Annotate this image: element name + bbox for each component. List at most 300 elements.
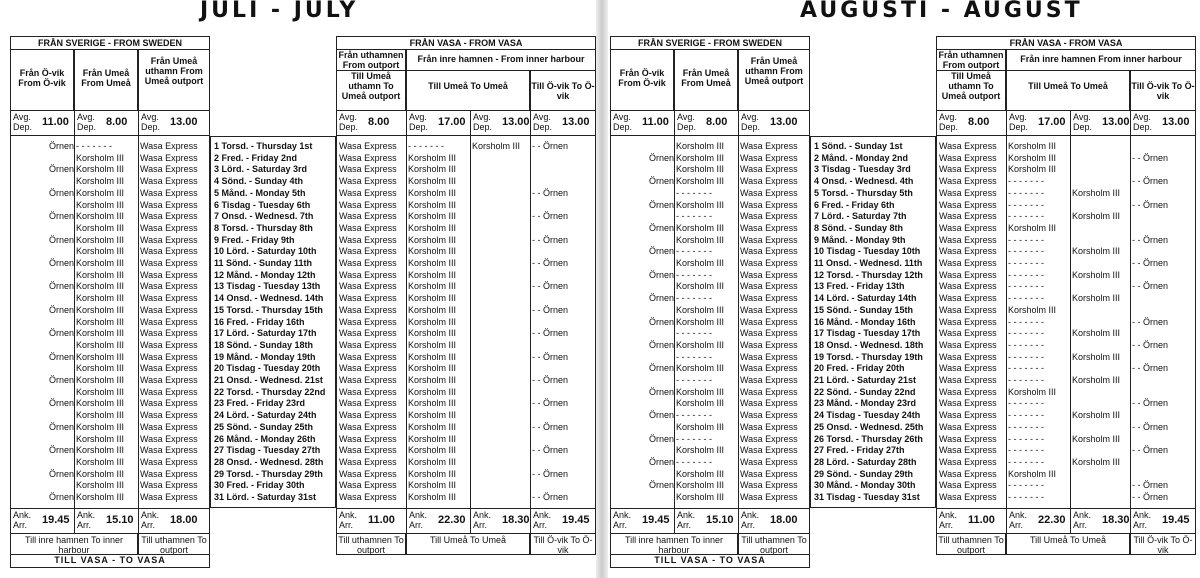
- schedule-cell: Wasa Express: [339, 351, 397, 362]
- schedule-cell: Korsholm III: [76, 187, 125, 198]
- column-header: Till Umeå To Umeå: [1006, 70, 1130, 111]
- schedule-cell: Korsholm III: [1072, 351, 1121, 362]
- date-row: 5 Torsd. - Thursday 5th: [814, 187, 913, 198]
- arr-row: [936, 508, 1196, 534]
- date-row: 4 Sönd. - Sunday 4th: [214, 176, 304, 187]
- schedule-cell: Örnen: [48, 258, 74, 268]
- page-gutter: [596, 0, 608, 578]
- schedule-cell: Wasa Express: [740, 480, 798, 491]
- date-row: 15 Sönd. - Sunday 15th: [814, 304, 914, 315]
- schedule-cell: Wasa Express: [339, 199, 397, 210]
- schedule-cell: - - - - - - -: [1008, 211, 1044, 222]
- schedule-cell: Wasa Express: [140, 445, 198, 456]
- dep-label: Avg. Dep.: [1133, 112, 1153, 132]
- arr-label: Ank. Arr.: [533, 510, 552, 530]
- date-row: 16 Månd. - Monday 16th: [814, 316, 916, 327]
- arr-label: Ank. Arr.: [473, 510, 492, 530]
- schedule-cell: Korsholm III: [1072, 456, 1121, 467]
- dep-label: Avg. Dep.: [613, 112, 633, 132]
- schedule-cell: Korsholm III: [676, 304, 725, 315]
- schedule-cell: Wasa Express: [339, 492, 397, 502]
- schedule-cell: Örnen: [48, 445, 74, 456]
- divider: [1130, 110, 1131, 534]
- schedule-cell: Korsholm III: [76, 386, 125, 397]
- dep-label: Avg. Dep.: [13, 112, 33, 132]
- schedule-cell: Korsholm III: [1072, 433, 1121, 444]
- date-row: 29 Sönd. - Sunday 29th: [814, 468, 914, 479]
- schedule-cell: Wasa Express: [740, 410, 798, 421]
- date-row: 7 Onsd. - Wednesd. 7th: [214, 211, 314, 222]
- schedule-cell: Wasa Express: [740, 281, 798, 292]
- schedule-cell: Wasa Express: [939, 246, 997, 257]
- schedule-cell: - - - - - - -: [1008, 433, 1044, 444]
- dep-time: 8.00: [968, 116, 990, 128]
- schedule-cell: Korsholm III: [76, 164, 125, 175]
- schedule-cell: Korsholm III: [676, 398, 725, 409]
- schedule-cell: Korsholm III: [76, 398, 125, 409]
- schedule-cell: Korsholm III: [408, 234, 457, 245]
- schedule-cell: Wasa Express: [740, 222, 798, 233]
- schedule-cell: Wasa Express: [740, 433, 798, 444]
- schedule-cell: Wasa Express: [140, 141, 198, 151]
- arr-label: Ank. Arr.: [77, 510, 96, 530]
- schedule-cell: Korsholm III: [408, 164, 457, 175]
- schedule-cell: - - Örnen: [1132, 445, 1169, 456]
- column-header: Från Ö-vik From Ö-vik: [610, 49, 674, 111]
- schedule-cell: Korsholm III: [408, 316, 457, 327]
- schedule-cell: - - - - - - -: [676, 293, 712, 304]
- schedule-cell: Wasa Express: [740, 234, 798, 245]
- schedule-cell: Örnen: [648, 339, 674, 350]
- schedule-cell: Korsholm III: [76, 492, 125, 502]
- date-row: 9 Månd. - Monday 9th: [814, 234, 906, 245]
- date-row: 2 Månd. - Monday 2nd: [814, 152, 909, 163]
- arr-time: 22.30: [1038, 514, 1066, 526]
- schedule-cell: Korsholm III: [676, 234, 725, 245]
- arr-label: Ank. Arr.: [339, 510, 358, 530]
- schedule-cell: - - - - - - -: [1008, 351, 1044, 362]
- dep-time: 11.00: [42, 116, 69, 128]
- date-row: 3 Tisdag - Tuesday 3rd: [814, 164, 911, 175]
- date-row: 3 Lörd. - Saturday 3rd: [214, 164, 308, 175]
- schedule-cell: - - Örnen: [532, 398, 569, 409]
- schedule-cell: Wasa Express: [740, 386, 798, 397]
- schedule-cell: Wasa Express: [140, 187, 198, 198]
- to-inner-label: Till inre hamnen To inner harbour: [610, 533, 738, 555]
- schedule-cell: Wasa Express: [140, 152, 198, 163]
- schedule-cell: Örnen: [48, 304, 74, 315]
- schedule-cell: Wasa Express: [140, 281, 198, 292]
- date-row: 19 Torsd. - Thursday 19th: [814, 351, 923, 362]
- schedule-cell: Korsholm III: [408, 281, 457, 292]
- column-header: Till Ö-vik To Ö-vik: [530, 70, 596, 111]
- date-row: 24 Lörd. - Saturday 24th: [214, 410, 317, 421]
- arr-row: [336, 508, 596, 534]
- date-row: 22 Sönd. - Sunday 22nd: [814, 386, 916, 397]
- schedule-cell: Korsholm III: [408, 152, 457, 163]
- arr-time: 19.45: [42, 514, 70, 526]
- date-row: 6 Tisdag - Tuesday 6th: [214, 199, 311, 210]
- dep-label: Avg. Dep.: [77, 112, 97, 132]
- schedule-cell: Wasa Express: [339, 398, 397, 409]
- schedule-cell: - - - - - - -: [1008, 316, 1044, 327]
- divider: [406, 110, 407, 534]
- schedule-cell: Wasa Express: [140, 339, 198, 350]
- date-row: 31 Lörd. - Saturday 31st: [214, 492, 317, 502]
- dep-label: Avg. Dep.: [1073, 112, 1093, 132]
- schedule-cell: Korsholm III: [408, 293, 457, 304]
- schedule-cell: Wasa Express: [339, 410, 397, 421]
- date-row: 11 Sönd. - Sunday 11th: [214, 258, 313, 268]
- schedule-cell: Wasa Express: [939, 234, 997, 245]
- column-header: Till Umeå uthamn To Umeå outport: [936, 70, 1006, 111]
- schedule-cell: - - Örnen: [532, 211, 569, 222]
- from-outport-header: Från uthamnen From outport: [936, 49, 1006, 71]
- date-row: 2 Fred. - Friday 2nd: [214, 152, 298, 163]
- schedule-cell: Wasa Express: [140, 269, 198, 280]
- schedule-cell: Örnen: [48, 328, 74, 339]
- schedule-cell: Wasa Express: [140, 468, 198, 479]
- schedule-cell: Korsholm III: [408, 421, 457, 432]
- schedule-cell: Wasa Express: [140, 258, 198, 268]
- schedule-cell: Wasa Express: [939, 351, 997, 362]
- schedule-cell: - - Örnen: [532, 234, 569, 245]
- schedule-cell: - - Örnen: [532, 328, 569, 339]
- schedule-cell: Örnen: [648, 386, 674, 397]
- schedule-cell: Örnen: [648, 199, 674, 210]
- dep-time: 13.00: [1102, 116, 1130, 128]
- schedule-cell: Wasa Express: [939, 281, 997, 292]
- schedule-cell: Korsholm III: [676, 164, 725, 175]
- schedule-cell: Wasa Express: [740, 316, 798, 327]
- arr-time: 18.30: [1102, 514, 1130, 526]
- schedule-cell: Wasa Express: [939, 468, 997, 479]
- schedule-cell: Korsholm III: [76, 433, 125, 444]
- schedule-cell: Wasa Express: [939, 304, 997, 315]
- dep-time: 13.00: [170, 116, 198, 128]
- schedule-cell: - - Örnen: [1132, 176, 1169, 187]
- date-row: 23 Fred. - Friday 23rd: [214, 398, 306, 409]
- schedule-cell: Wasa Express: [140, 456, 198, 467]
- date-row: 17 Lörd. - Saturday 17th: [214, 328, 317, 339]
- date-row: 12 Torsd. - Thursday 12th: [814, 269, 923, 280]
- schedule-cell: Korsholm III: [676, 152, 725, 163]
- schedule-cell: - - - - - - -: [1008, 199, 1044, 210]
- arr-label: Ank. Arr.: [741, 510, 760, 530]
- schedule-cell: Wasa Express: [140, 410, 198, 421]
- schedule-cell: Wasa Express: [740, 293, 798, 304]
- schedule-cell: Korsholm III: [676, 316, 725, 327]
- schedule-cell: Wasa Express: [339, 363, 397, 374]
- schedule-cell: Korsholm III: [676, 281, 725, 292]
- date-row: 17 Tisdag - Tuesday 17th: [814, 328, 921, 339]
- dep-row: [10, 110, 210, 136]
- schedule-cell: - - - - - - -: [1008, 246, 1044, 257]
- divider: [1070, 110, 1071, 534]
- divider: [738, 110, 739, 534]
- schedule-cell: Örnen: [648, 269, 674, 280]
- schedule-cell: Korsholm III: [1072, 293, 1121, 304]
- column-header: Från Umeå uthamn From Umeå outport: [738, 49, 810, 111]
- arr-time: 19.45: [642, 514, 670, 526]
- dep-time: 13.00: [562, 116, 590, 128]
- schedule-cell: - - - - - - -: [676, 410, 712, 421]
- date-row: 9 Fred. - Friday 9th: [214, 234, 295, 245]
- schedule-cell: Korsholm III: [408, 386, 457, 397]
- schedule-cell: - - - - - - -: [1008, 410, 1044, 421]
- dep-label: Avg. Dep.: [141, 112, 161, 132]
- date-row: 8 Torsd. - Thursday 8th: [214, 222, 313, 233]
- schedule-cell: Wasa Express: [140, 421, 198, 432]
- schedule-cell: - - - - - - -: [1008, 281, 1044, 292]
- schedule-cell: - - - - - - -: [76, 141, 112, 151]
- schedule-cell: Wasa Express: [939, 421, 997, 432]
- schedule-cell: Wasa Express: [939, 492, 997, 502]
- schedule-cell: - - Örnen: [1132, 234, 1169, 245]
- schedule-cell: Örnen: [648, 316, 674, 327]
- schedule-cell: Wasa Express: [939, 269, 997, 280]
- column-header: Till Umeå uthamn To Umeå outport: [336, 70, 406, 111]
- schedule-cell: Wasa Express: [140, 222, 198, 233]
- date-row: 12 Månd. - Monday 12th: [214, 269, 316, 280]
- schedule-cell: Korsholm III: [408, 410, 457, 421]
- date-row: 19 Månd. - Monday 19th: [214, 351, 316, 362]
- schedule-cell: - - Örnen: [532, 445, 569, 456]
- schedule-cell: Wasa Express: [339, 269, 397, 280]
- schedule-cell: - - - - - - -: [1008, 445, 1044, 456]
- schedule-cell: Örnen: [648, 152, 674, 163]
- schedule-cell: - - - - - - -: [676, 187, 712, 198]
- schedule-cell: Korsholm III: [76, 269, 125, 280]
- schedule-cell: Wasa Express: [140, 398, 198, 409]
- date-row: 10 Lörd. - Saturday 10th: [214, 246, 317, 257]
- schedule-cell: Wasa Express: [939, 375, 997, 385]
- schedule-cell: - - Örnen: [532, 351, 569, 362]
- to-umea-label: Till Umeå To Umeå: [1006, 533, 1130, 555]
- date-row: 20 Fred. - Friday 20th: [814, 363, 905, 374]
- schedule-cell: Korsholm III: [676, 222, 725, 233]
- to-vasa-footer: TILL VASA - TO VASA: [610, 554, 810, 568]
- schedule-cell: Wasa Express: [140, 328, 198, 339]
- schedule-cell: Örnen: [48, 164, 74, 175]
- schedule-cell: Wasa Express: [740, 141, 798, 151]
- schedule-cell: Örnen: [648, 246, 674, 257]
- schedule-cell: - - Örnen: [1132, 199, 1169, 210]
- schedule-cell: - - Örnen: [532, 281, 569, 292]
- dep-time: 8.00: [706, 116, 728, 128]
- column-header: Från Umeå From Umeå: [674, 49, 738, 111]
- schedule-cell: Wasa Express: [140, 351, 198, 362]
- schedule-cell: Wasa Express: [339, 141, 397, 151]
- schedule-cell: - - - - - - -: [676, 328, 712, 339]
- schedule-cell: Korsholm III: [76, 258, 125, 268]
- date-row: 15 Torsd. - Thursday 15th: [214, 304, 323, 315]
- dep-label: Avg. Dep.: [1009, 112, 1029, 132]
- schedule-cell: Wasa Express: [939, 316, 997, 327]
- date-row: 11 Onsd. - Wednesd. 11th: [814, 258, 923, 268]
- schedule-cell: Wasa Express: [939, 152, 997, 163]
- column-header: Till Umeå To Umeå: [406, 70, 530, 111]
- schedule-cell: Korsholm III: [1008, 304, 1057, 315]
- arr-label: Ank. Arr.: [939, 510, 958, 530]
- schedule-cell: Wasa Express: [740, 492, 798, 502]
- schedule-cell: Wasa Express: [339, 246, 397, 257]
- schedule-cell: Wasa Express: [339, 468, 397, 479]
- schedule-cell: Wasa Express: [339, 234, 397, 245]
- date-row: 18 Sönd. - Sunday 18th: [214, 339, 314, 350]
- schedule-cell: - - - - - - -: [1008, 480, 1044, 491]
- schedule-cell: Korsholm III: [1072, 328, 1121, 339]
- schedule-cell: Korsholm III: [408, 375, 457, 385]
- schedule-cell: - - - - - - -: [676, 456, 712, 467]
- schedule-cell: Wasa Express: [339, 456, 397, 467]
- column-header: Från Umeå From Umeå: [74, 49, 138, 111]
- date-row: 30 Månd. - Monday 30th: [814, 480, 916, 491]
- schedule-cell: Wasa Express: [140, 363, 198, 374]
- schedule-cell: Örnen: [48, 281, 74, 292]
- schedule-cell: Korsholm III: [408, 445, 457, 456]
- date-row: 13 Fred. - Friday 13th: [814, 281, 905, 292]
- schedule-cell: Korsholm III: [76, 480, 125, 491]
- schedule-cell: Korsholm III: [676, 141, 725, 151]
- schedule-cell: Wasa Express: [140, 293, 198, 304]
- schedule-cell: Korsholm III: [76, 293, 125, 304]
- divider: [674, 110, 675, 534]
- schedule-cell: Korsholm III: [408, 456, 457, 467]
- schedule-cell: Wasa Express: [740, 421, 798, 432]
- date-row: 1 Sönd. - Sunday 1st: [814, 141, 903, 151]
- schedule-cell: Wasa Express: [339, 187, 397, 198]
- schedule-cell: - - - - - - -: [1008, 328, 1044, 339]
- schedule-cell: - - - - - - -: [1008, 269, 1044, 280]
- schedule-cell: Korsholm III: [408, 176, 457, 187]
- schedule-cell: Korsholm III: [76, 375, 125, 385]
- schedule-cell: Wasa Express: [939, 187, 997, 198]
- schedule-cell: - - - - - - -: [676, 211, 712, 222]
- schedule-cell: - - Örnen: [532, 492, 569, 502]
- date-row: 26 Månd. - Monday 26th: [214, 433, 316, 444]
- schedule-cell: Wasa Express: [740, 363, 798, 374]
- schedule-cell: - - Örnen: [1132, 398, 1169, 409]
- schedule-cell: Örnen: [48, 492, 74, 502]
- schedule-cell: Korsholm III: [676, 421, 725, 432]
- date-row: 14 Lörd. - Saturday 14th: [814, 293, 917, 304]
- divider: [74, 110, 75, 534]
- schedule-cell: Wasa Express: [939, 176, 997, 187]
- dep-time: 17.00: [438, 116, 466, 128]
- schedule-cell: Korsholm III: [408, 328, 457, 339]
- schedule-cell: - - - - - - -: [676, 269, 712, 280]
- schedule-cell: Korsholm III: [676, 480, 725, 491]
- date-row: 25 Onsd. - Wednesd. 25th: [814, 421, 924, 432]
- schedule-cell: Korsholm III: [76, 281, 125, 292]
- schedule-cell: Wasa Express: [740, 468, 798, 479]
- schedule-cell: Wasa Express: [339, 386, 397, 397]
- schedule-cell: Wasa Express: [740, 187, 798, 198]
- schedule-cell: Wasa Express: [740, 351, 798, 362]
- arr-time: 19.45: [562, 514, 590, 526]
- schedule-cell: - - - - - - -: [1008, 187, 1044, 198]
- arr-row: [10, 508, 210, 534]
- date-row: 1 Torsd. - Thursday 1st: [214, 141, 313, 151]
- dep-label: Avg. Dep.: [677, 112, 697, 132]
- schedule-cell: Korsholm III: [408, 304, 457, 315]
- schedule-cell: Korsholm III: [76, 421, 125, 432]
- date-row: 27 Tisdag - Tuesday 27th: [214, 445, 321, 456]
- arr-time: 15.10: [706, 514, 734, 526]
- schedule-cell: Korsholm III: [676, 492, 725, 502]
- schedule-cell: Korsholm III: [408, 433, 457, 444]
- date-row: 6 Fred. - Friday 6th: [814, 199, 895, 210]
- date-row: 29 Torsd. - Thursday 29th: [214, 468, 323, 479]
- schedule-cell: Wasa Express: [740, 445, 798, 456]
- arr-time: 11.00: [368, 514, 395, 526]
- divider: [138, 110, 139, 534]
- schedule-cell: - - Örnen: [1132, 258, 1169, 268]
- schedule-cell: - - Örnen: [1132, 339, 1169, 350]
- schedule-cell: Korsholm III: [1072, 375, 1121, 385]
- schedule-cell: Wasa Express: [339, 339, 397, 350]
- dep-label: Avg. Dep.: [473, 112, 493, 132]
- arr-time: 11.00: [968, 514, 995, 526]
- schedule-cell: Korsholm III: [408, 199, 457, 210]
- arr-time: 18.00: [770, 514, 798, 526]
- schedule-cell: Wasa Express: [939, 199, 997, 210]
- schedule-cell: Korsholm III: [76, 410, 125, 421]
- schedule-cell: Korsholm III: [408, 246, 457, 257]
- schedule-cell: Wasa Express: [939, 363, 997, 374]
- schedule-cell: Wasa Express: [939, 456, 997, 467]
- schedule-cell: Korsholm III: [76, 222, 125, 233]
- schedule-cell: Wasa Express: [140, 433, 198, 444]
- date-row: 28 Onsd. - Wednesd. 28th: [214, 456, 324, 467]
- to-outport-label: Till uthamnen To outport: [138, 533, 210, 555]
- date-row: 10 Tisdag - Tuesday 10th: [814, 246, 921, 257]
- to-inner-label: Till inre hamnen To inner harbour: [10, 533, 138, 555]
- schedule-cell: - - - - - - -: [1008, 492, 1044, 502]
- schedule-cell: Wasa Express: [740, 456, 798, 467]
- schedule-cell: Örnen: [48, 187, 74, 198]
- to-ovik-label: Till Ö-vik To Ö-vik: [1130, 533, 1196, 555]
- schedule-cell: - - Örnen: [532, 304, 569, 315]
- schedule-cell: Korsholm III: [408, 480, 457, 491]
- schedule-cell: Korsholm III: [1008, 222, 1057, 233]
- schedule-cell: Wasa Express: [339, 375, 397, 385]
- arr-time: 19.45: [1162, 514, 1190, 526]
- schedule-cell: Korsholm III: [76, 176, 125, 187]
- date-row: 18 Onsd. - Wednesd. 18th: [814, 339, 924, 350]
- schedule-cell: Wasa Express: [939, 164, 997, 175]
- arr-label: Ank. Arr.: [1133, 510, 1152, 530]
- schedule-cell: Örnen: [48, 351, 74, 362]
- schedule-cell: Korsholm III: [76, 234, 125, 245]
- schedule-cell: Wasa Express: [939, 433, 997, 444]
- schedule-cell: Korsholm III: [1072, 187, 1121, 198]
- date-row: 26 Torsd. - Thursday 26th: [814, 433, 923, 444]
- schedule-cell: - - Örnen: [1132, 152, 1169, 163]
- schedule-cell: Örnen: [648, 363, 674, 374]
- schedule-cell: - - Örnen: [532, 468, 569, 479]
- to-vasa-footer: TILL VASA - TO VASA: [10, 554, 210, 568]
- arr-time: 18.00: [170, 514, 198, 526]
- from-vasa-header: FRÅN VASA - FROM VASA: [936, 36, 1196, 50]
- schedule-cell: Korsholm III: [76, 152, 125, 163]
- schedule-cell: Örnen: [648, 456, 674, 467]
- schedule-cell: - - Örnen: [532, 187, 569, 198]
- schedule-cell: Örnen: [48, 234, 74, 245]
- date-row: 24 Tisdag - Tuesday 24th: [814, 410, 921, 421]
- schedule-cell: - - - - - - -: [676, 375, 712, 385]
